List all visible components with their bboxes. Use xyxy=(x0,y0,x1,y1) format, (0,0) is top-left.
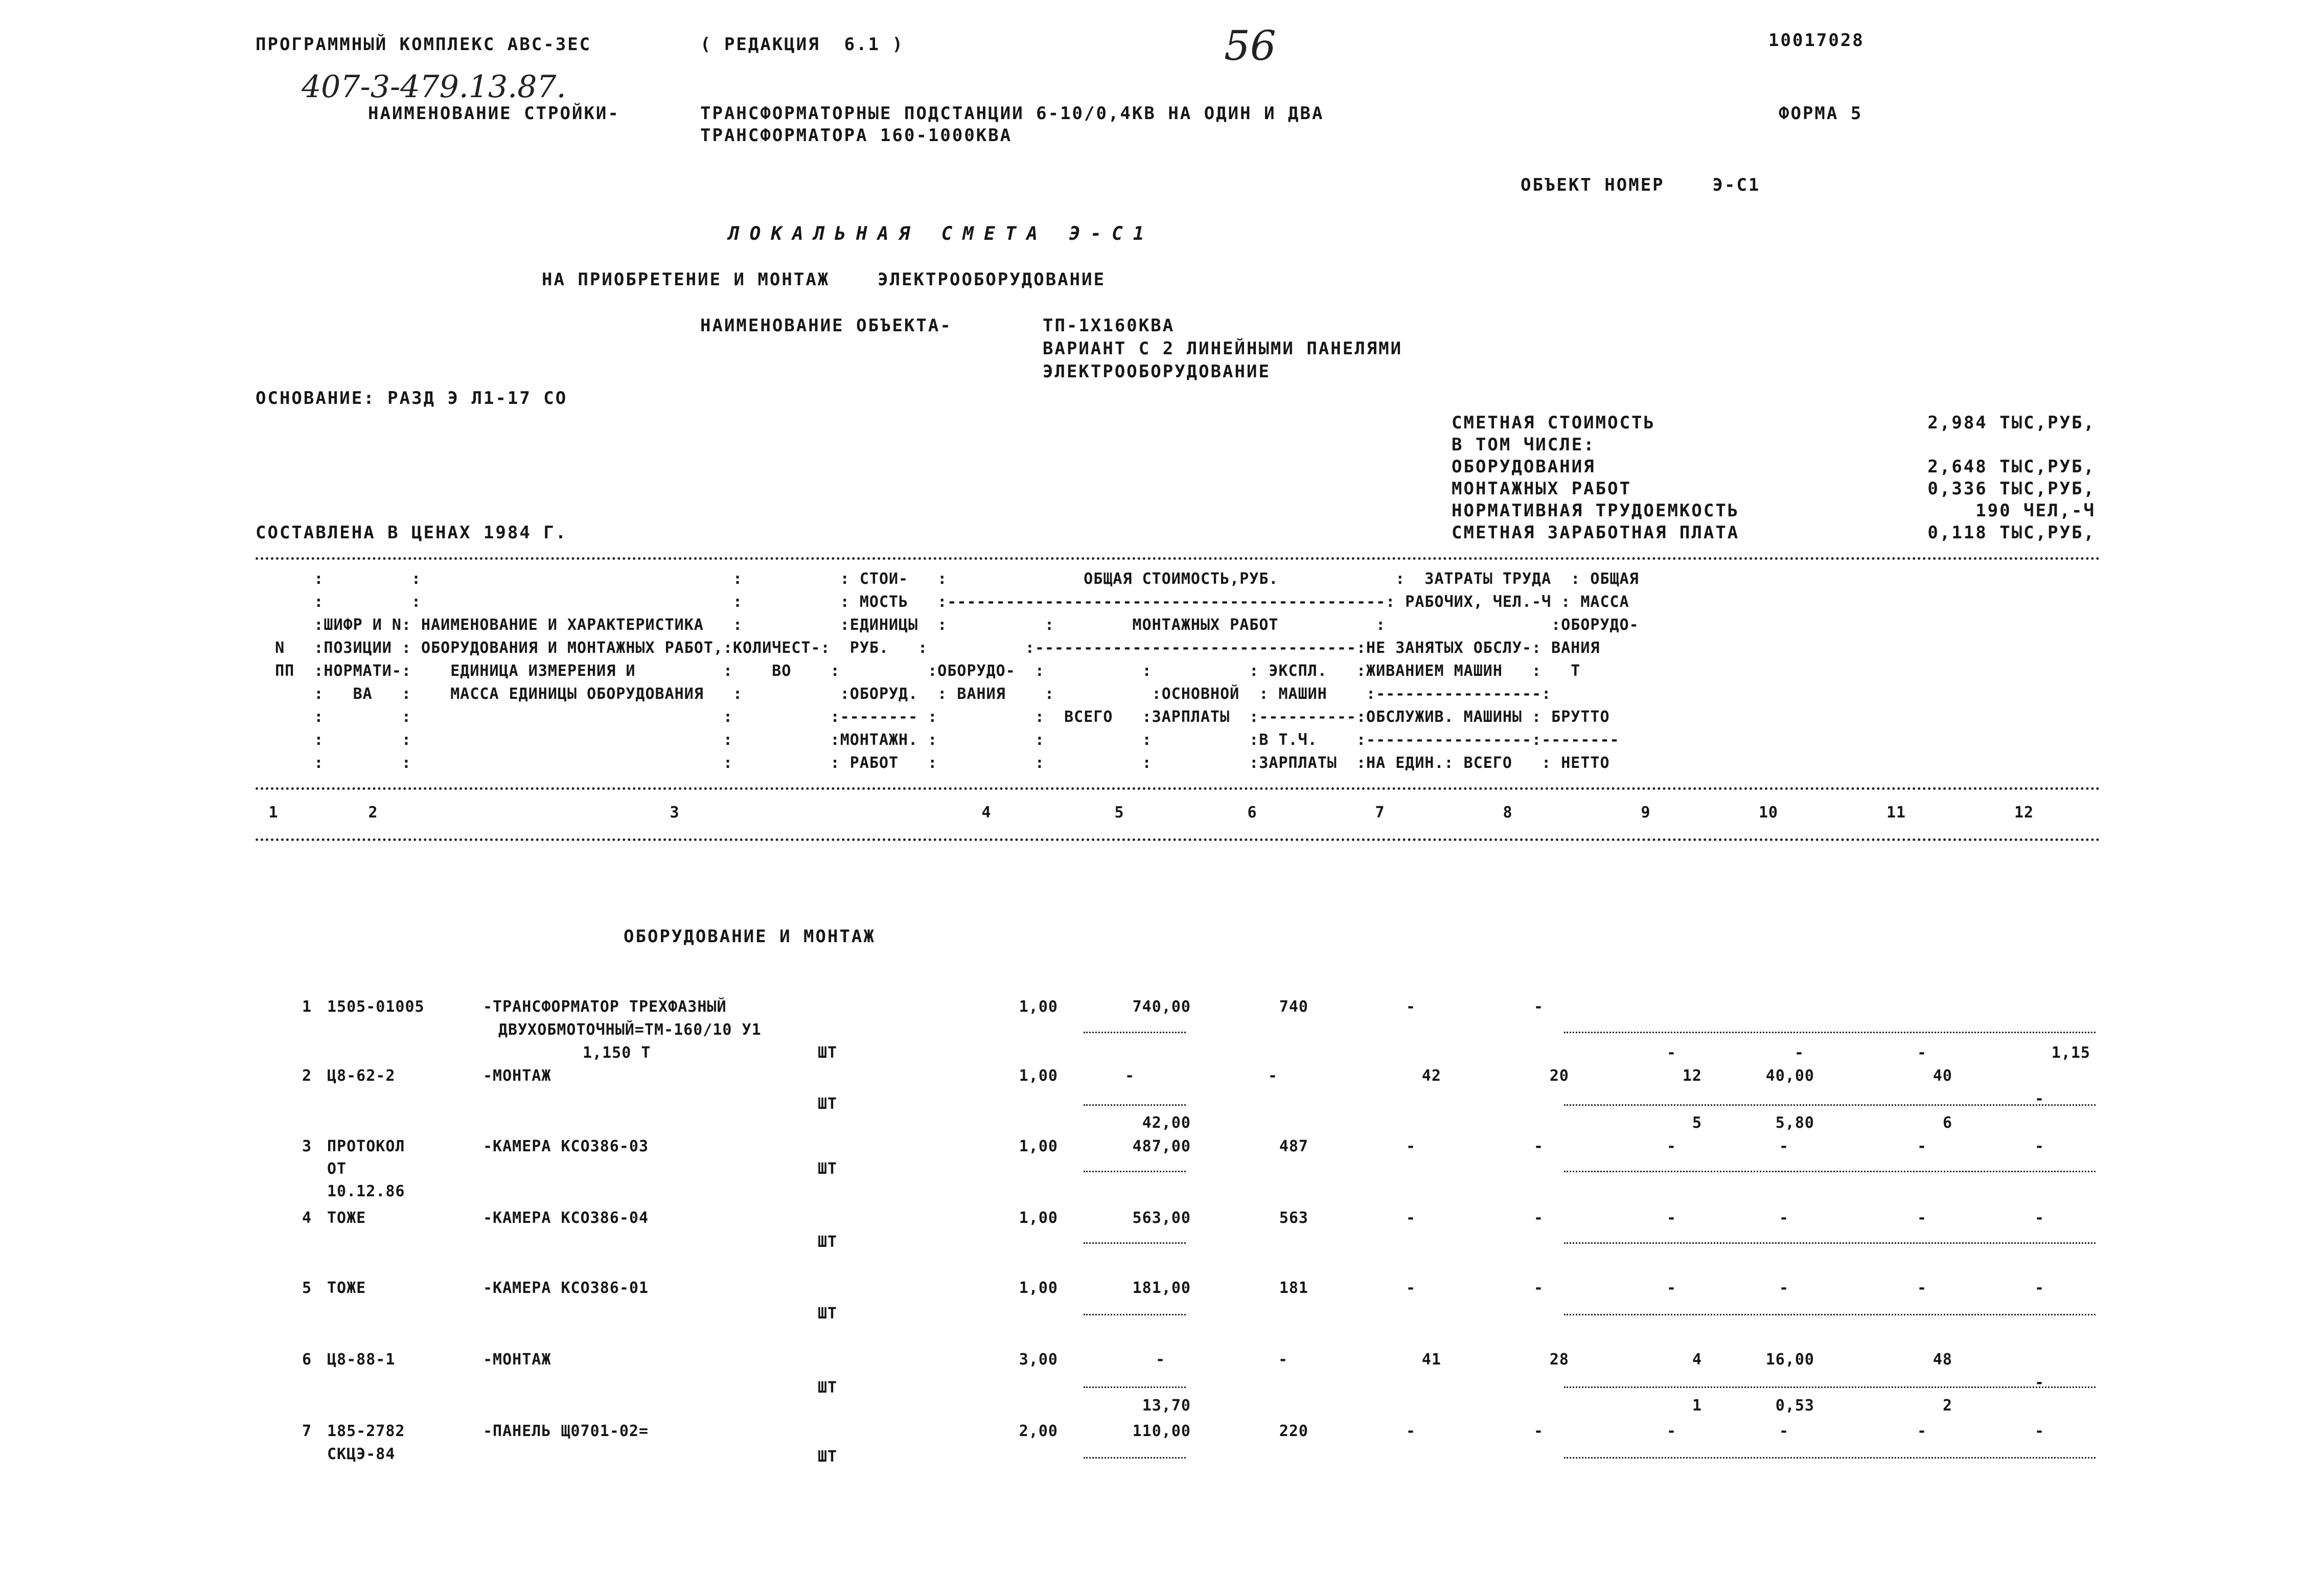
row-mass: 1,15 xyxy=(2051,1044,2090,1062)
header-line: : : : :-------- : : ВСЕГО :ЗАРПЛАТЫ :----------:ОБСЛУЖИВ. МАШИНЫ : БРУТТО xyxy=(256,708,1610,726)
row-labor-unit: - xyxy=(1794,1044,1804,1062)
row-total: - xyxy=(1406,1137,1416,1155)
object-name-line3: ЭЛЕКТРООБОРУДОВАНИЕ xyxy=(1043,361,1271,382)
row-number: 2 xyxy=(302,1067,312,1085)
row-total: - xyxy=(1406,1422,1416,1440)
row-unit-price: 563,00 xyxy=(1132,1209,1191,1227)
column-numbers-rule xyxy=(256,838,2101,841)
row-labor-unit: - xyxy=(1779,1279,1789,1297)
row-code-line2: СКЦЭ-84 xyxy=(327,1445,396,1463)
row-unit: ШТ xyxy=(818,1379,838,1397)
row-unit-price: 487,00 xyxy=(1132,1137,1191,1155)
row-equipment-cost: - xyxy=(1268,1067,1278,1085)
column-number: 11 xyxy=(1886,804,1906,822)
estimate-purpose: НА ПРИОБРЕТЕНИЕ И МОНТАЖ ЭЛЕКТРООБОРУДОВАНИЕ xyxy=(542,269,1106,290)
row-code: ТОЖЕ xyxy=(327,1209,366,1227)
cell-divider xyxy=(1084,1104,1186,1106)
object-name-line1: ТП-1Х160КВА xyxy=(1043,315,1175,336)
object-number: ОБЪЕКТ НОМЕР Э-С1 xyxy=(1521,175,1761,195)
row-montage-cost: 42,00 xyxy=(1142,1114,1191,1132)
summary-value: 0,118 ТЫС,РУБ, xyxy=(1927,522,2096,543)
row-quantity: 1,00 xyxy=(1019,1067,1058,1085)
row-expl-wage: 5 xyxy=(1692,1114,1702,1132)
row-unit: ШТ xyxy=(818,1160,838,1178)
row-base-wage: - xyxy=(1533,1279,1544,1297)
row-mass: - xyxy=(2034,1090,2044,1108)
header-line: :ШИФР И N: НАИМЕНОВАНИЕ И ХАРАКТЕРИСТИКА : :ЕДИНИЦЫ : : МОНТАЖНЫХ РАБОТ : :ОБОРУДО- xyxy=(256,616,1639,634)
summary-label: В ТОМ ЧИСЛЕ: xyxy=(1452,435,1596,455)
row-number: 3 xyxy=(302,1137,312,1155)
row-name: -КАМЕРА КСО386-03 xyxy=(483,1137,649,1155)
row-unit: ШТ xyxy=(818,1233,838,1251)
column-number: 7 xyxy=(1375,804,1385,822)
row-name: -КАМЕРА КСО386-01 xyxy=(483,1279,649,1297)
row-labor-unit: 40,00 xyxy=(1765,1067,1814,1085)
row-name: -ТРАНСФОРМАТОР ТРЕХФАЗНЫЙ xyxy=(483,998,727,1016)
row-expl-wage: 1 xyxy=(1692,1397,1702,1415)
row-equipment-cost: 487 xyxy=(1279,1137,1308,1155)
object-name-line2: ВАРИАНТ С 2 ЛИНЕЙНЫМИ ПАНЕЛЯМИ xyxy=(1043,338,1403,359)
row-unit: ШТ xyxy=(818,1448,838,1466)
column-number: 4 xyxy=(981,804,992,822)
summary-value: 190 ЧЕЛ,-Ч xyxy=(1975,500,2096,521)
row-unit: ШТ xyxy=(818,1095,838,1113)
row-unit: ШТ xyxy=(818,1305,838,1323)
cell-divider xyxy=(1564,1242,2096,1244)
header-line: : : : : СТОИ- : ОБЩАЯ СТОИМОСТЬ,РУБ. : ЗАТРАТЫ ТРУДА : ОБЩАЯ xyxy=(256,570,1639,588)
construction-label: НАИМЕНОВАНИЕ СТРОЙКИ- xyxy=(368,103,620,124)
row-total: 42 xyxy=(1421,1067,1441,1085)
row-name: -КАМЕРА КСО386-04 xyxy=(483,1209,649,1227)
estimate-title: ЛОКАЛЬНАЯ СМЕТА Э-С1 xyxy=(728,223,1155,244)
cell-divider xyxy=(1564,1386,2096,1388)
summary-value: 2,984 ТЫС,РУБ, xyxy=(1927,413,2096,433)
summary-label: СМЕТНАЯ СТОИМОСТЬ xyxy=(1452,413,1655,433)
row-number: 6 xyxy=(302,1351,312,1369)
row-unit-price: - xyxy=(1155,1351,1165,1369)
cell-divider xyxy=(1084,1457,1186,1459)
row-expl: - xyxy=(1666,1044,1676,1062)
row-unit-price: 181,00 xyxy=(1132,1279,1191,1297)
row-quantity: 1,00 xyxy=(1019,1279,1058,1297)
row-code-line3: 10.12.86 xyxy=(327,1182,405,1200)
construction-name-line2: ТРАНСФОРМАТОРА 160-1000КВА xyxy=(700,125,1013,146)
row-number: 1 xyxy=(302,998,312,1016)
row-labor-total: - xyxy=(1917,1137,1927,1155)
row-name: -ПАНЕЛЬ Щ0701-02= xyxy=(483,1422,649,1440)
section-title: ОБОРУДОВАНИЕ И МОНТАЖ xyxy=(624,926,876,947)
row-expl: - xyxy=(1666,1209,1676,1227)
row-code: Ц8-88-1 xyxy=(327,1351,396,1369)
row-labor-total-service: 2 xyxy=(1942,1397,1952,1415)
row-code-line2: ОТ xyxy=(327,1160,347,1178)
row-quantity: 1,00 xyxy=(1019,1209,1058,1227)
column-number: 9 xyxy=(1641,804,1651,822)
row-number: 4 xyxy=(302,1209,312,1227)
row-labor-total: - xyxy=(1917,1209,1927,1227)
row-code: ТОЖЕ xyxy=(327,1279,366,1297)
row-base-wage: - xyxy=(1533,1209,1544,1227)
row-mass: - xyxy=(2034,1209,2044,1227)
summary-value: 0,336 ТЫС,РУБ, xyxy=(1927,479,2096,499)
header-line: ПП :НОРМАТИ-: ЕДИНИЦА ИЗМЕРЕНИЯ И : ВО : :ОБОРУДО- : : : ЭКСПЛ. :ЖИВАНИЕМ МАШИН : Т xyxy=(256,662,1581,680)
header-line: : ВА : МАССА ЕДИНИЦЫ ОБОРУДОВАНИЯ : :ОБОРУД. : ВАНИЯ : :ОСНОВНОЙ : МАШИН :-----------------: xyxy=(256,685,1552,703)
column-number: 6 xyxy=(1247,804,1257,822)
page-number: 56 xyxy=(1224,22,1276,70)
column-number: 8 xyxy=(1503,804,1513,822)
row-unit: ШТ xyxy=(818,1044,838,1062)
row-total: - xyxy=(1406,998,1416,1016)
cell-divider xyxy=(1564,1314,2096,1315)
cell-divider xyxy=(1084,1242,1186,1244)
row-base-wage: - xyxy=(1533,998,1544,1016)
table-top-rule xyxy=(256,557,2101,560)
document-code: 10017028 xyxy=(1768,30,1865,51)
cell-divider xyxy=(1084,1386,1186,1388)
row-unit-price: 740,00 xyxy=(1132,998,1191,1016)
row-unit-price: 110,00 xyxy=(1132,1422,1191,1440)
row-labor-unit: - xyxy=(1779,1209,1789,1227)
row-equipment-cost: 563 xyxy=(1279,1209,1308,1227)
cell-divider xyxy=(1564,1171,2096,1172)
column-number: 5 xyxy=(1114,804,1124,822)
row-labor-unit-service: 5,80 xyxy=(1775,1114,1814,1132)
row-expl: - xyxy=(1666,1279,1676,1297)
row-unit-mass: 1,150 Т xyxy=(583,1044,651,1062)
summary-value: 2,648 ТЫС,РУБ, xyxy=(1927,457,2096,477)
header-line: : : : :МОНТАЖН. : : : :В Т.Ч. :-----------------:-------- xyxy=(256,731,1620,749)
column-number: 10 xyxy=(1758,804,1779,822)
program-name: ПРОГРАММНЫЙ КОМПЛЕКС АВС-3ЕС xyxy=(256,34,592,55)
row-quantity: 1,00 xyxy=(1019,998,1058,1016)
row-labor-unit: 16,00 xyxy=(1765,1351,1814,1369)
row-mass: - xyxy=(2034,1374,2044,1392)
row-equipment-cost: 220 xyxy=(1279,1422,1308,1440)
cell-divider xyxy=(1564,1457,2096,1459)
header-line: N :ПОЗИЦИИ : ОБОРУДОВАНИЯ И МОНТАЖНЫХ РАБОТ,:КОЛИЧЕСТ-: РУБ. : :---------------------------------:НЕ ЗАНЯТЫХ ОБСЛУ-: ВАНИЯ xyxy=(256,639,1600,657)
summary-label: СМЕТНАЯ ЗАРАБОТНАЯ ПЛАТА xyxy=(1452,522,1740,543)
row-number: 7 xyxy=(302,1422,312,1440)
row-equipment-cost: 181 xyxy=(1279,1279,1308,1297)
row-total: - xyxy=(1406,1209,1416,1227)
row-labor-total: - xyxy=(1917,1422,1927,1440)
cell-divider xyxy=(1084,1032,1186,1033)
row-total: 41 xyxy=(1421,1351,1441,1369)
row-equipment-cost: - xyxy=(1278,1351,1288,1369)
row-expl: 12 xyxy=(1682,1067,1702,1085)
row-name-line2: ДВУХОБМОТОЧНЫЙ=ТМ-160/10 У1 xyxy=(498,1021,762,1039)
row-labor-unit: - xyxy=(1779,1137,1789,1155)
row-code: Ц8-62-2 xyxy=(327,1067,396,1085)
table-header-rule xyxy=(256,787,2101,790)
price-basis-year: СОСТАВЛЕНА В ЦЕНАХ 1984 Г. xyxy=(256,522,568,543)
column-number: 1 xyxy=(268,804,279,822)
row-code: ПРОТОКОЛ xyxy=(327,1137,405,1155)
row-expl: - xyxy=(1666,1137,1676,1155)
form-label: ФОРМА 5 xyxy=(1779,103,1863,124)
edition-label: ( РЕДАКЦИЯ 6.1 ) xyxy=(700,34,904,55)
cell-divider xyxy=(1564,1032,2096,1033)
cell-divider xyxy=(1564,1104,2096,1106)
row-labor-unit: - xyxy=(1779,1422,1789,1440)
summary-label: НОРМАТИВНАЯ ТРУДОЕМКОСТЬ xyxy=(1452,500,1740,521)
header-line: : : : : МОСТЬ :---------------------------------------------: РАБОЧИХ, ЧЕЛ.-Ч : МАССА xyxy=(256,593,1629,611)
row-labor-unit-service: 0,53 xyxy=(1775,1397,1814,1415)
row-expl: 4 xyxy=(1692,1351,1702,1369)
row-mass: - xyxy=(2034,1422,2044,1440)
row-mass: - xyxy=(2034,1137,2044,1155)
row-number: 5 xyxy=(302,1279,312,1297)
row-name: -МОНТАЖ xyxy=(483,1351,551,1369)
row-quantity: 2,00 xyxy=(1019,1422,1058,1440)
summary-label: МОНТАЖНЫХ РАБОТ xyxy=(1452,479,1632,499)
header-line: : : : : РАБОТ : : : :ЗАРПЛАТЫ :НА ЕДИН.: ВСЕГО : НЕТТО xyxy=(256,754,1610,772)
construction-name-line1: ТРАНСФОРМАТОРНЫЕ ПОДСТАНЦИИ 6-10/0,4КВ НА ОДИН И ДВА xyxy=(700,103,1324,124)
row-code: 1505-01005 xyxy=(327,998,425,1016)
row-quantity: 3,00 xyxy=(1019,1351,1058,1369)
row-code: 185-2782 xyxy=(327,1422,405,1440)
row-labor-total-service: 6 xyxy=(1942,1114,1952,1132)
column-number: 3 xyxy=(670,804,680,822)
handwritten-project-code: 407-3-479.13.87. xyxy=(302,69,566,105)
column-number: 2 xyxy=(368,804,378,822)
row-expl: - xyxy=(1666,1422,1676,1440)
row-equipment-cost: 740 xyxy=(1279,998,1308,1016)
summary-label: ОБОРУДОВАНИЯ xyxy=(1452,457,1596,477)
column-number: 12 xyxy=(2014,804,2034,822)
row-base-wage: - xyxy=(1533,1137,1544,1155)
row-labor-total: - xyxy=(1917,1044,1927,1062)
row-quantity: 1,00 xyxy=(1019,1137,1058,1155)
row-unit-price: - xyxy=(1124,1067,1135,1085)
row-name: -МОНТАЖ xyxy=(483,1067,551,1085)
row-base-wage: 28 xyxy=(1549,1351,1569,1369)
cell-divider xyxy=(1084,1171,1186,1172)
row-labor-total: 40 xyxy=(1932,1067,1952,1085)
row-montage-cost: 13,70 xyxy=(1142,1397,1191,1415)
row-total: - xyxy=(1406,1279,1416,1297)
row-mass: - xyxy=(2034,1279,2044,1297)
row-labor-total: - xyxy=(1917,1279,1927,1297)
row-base-wage: 20 xyxy=(1549,1067,1569,1085)
object-label: НАИМЕНОВАНИЕ ОБЪЕКТА- xyxy=(700,315,952,336)
cell-divider xyxy=(1084,1314,1186,1315)
row-base-wage: - xyxy=(1533,1422,1544,1440)
row-labor-total: 48 xyxy=(1932,1351,1952,1369)
basis-line: ОСНОВАНИЕ: РАЗД Э Л1-17 СО xyxy=(256,388,568,408)
